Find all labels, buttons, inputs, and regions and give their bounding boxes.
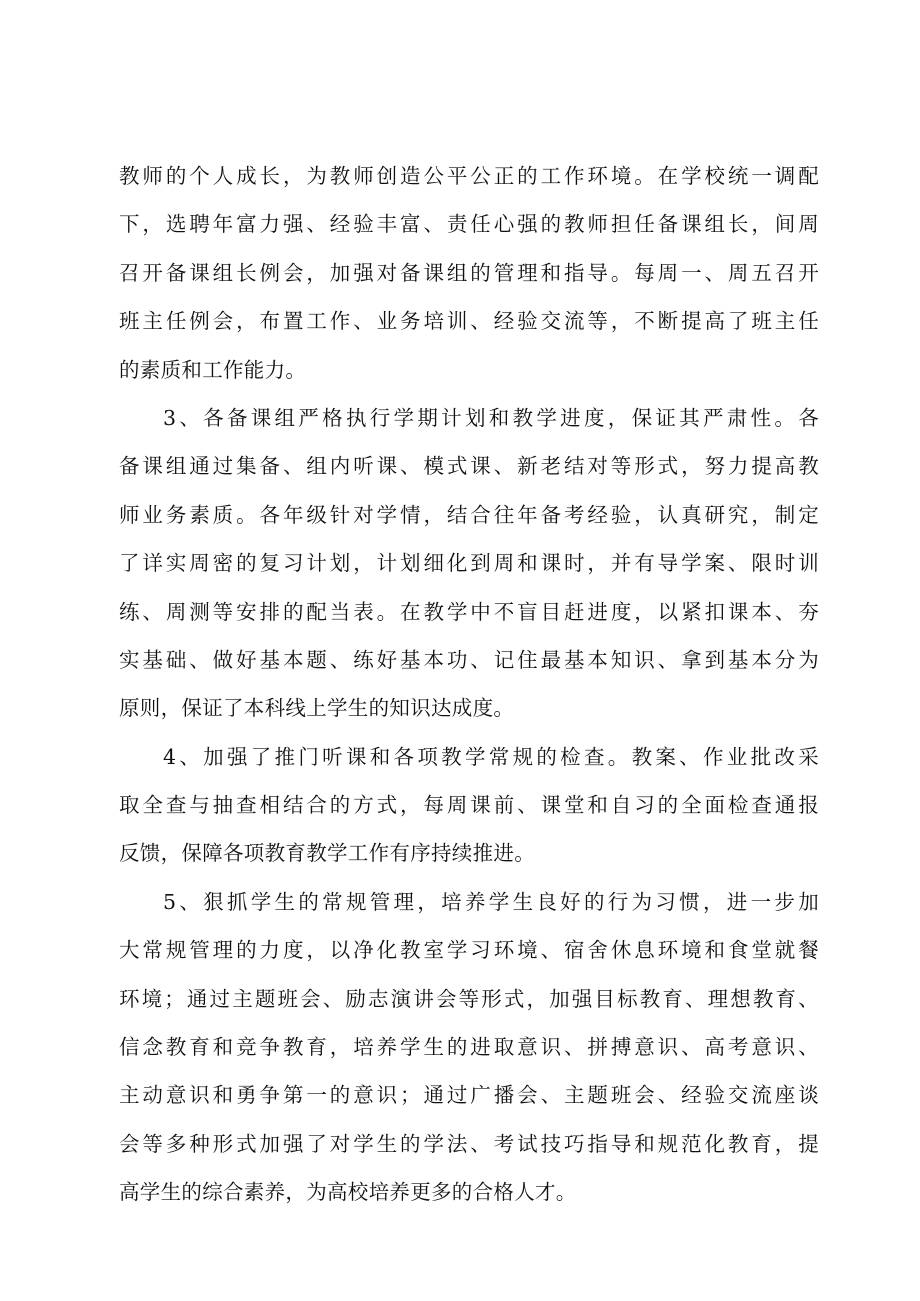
text-line: 备课组通过集备、组内听课、模式课、新老结对等形式，努力提高教 [119, 454, 819, 479]
text-line: 主动意识和勇争第一的意识；通过广播会、主题班会、经验交流座谈 [119, 1083, 819, 1108]
text-line: 取全查与抽查相结合的方式，每周课前、课堂和自习的全面检查通报 [119, 793, 819, 818]
text-line: 原则，保证了本科线上学生的知识达成度。 [119, 696, 515, 721]
text-line: 大常规管理的力度，以净化教室学习环境、宿舍休息环境和食堂就餐 [119, 938, 819, 963]
paragraph-5-first-line: 5、狠抓学生的常规管理，培养学生良好的行为习惯，进一步加 [163, 889, 819, 914]
text-line: 会等多种形式加强了对学生的学法、考试技巧指导和规范化教育，提 [119, 1131, 819, 1156]
text-line: 班主任例会，布置工作、业务培训、经验交流等，不断提高了班主任 [119, 309, 819, 334]
text-line: 教师的个人成长，为教师创造公平公正的工作环境。在学校统一调配 [119, 164, 819, 188]
text-line: 了详实周密的复习计划，计划细化到周和课时，并有导学案、限时训 [119, 551, 819, 576]
text-line: 环境；通过主题班会、励志演讲会等形式，加强目标教育、理想教育、 [119, 986, 819, 1011]
text-line: 信念教育和竞争教育，培养学生的进取意识、拼搏意识、高考意识、 [119, 1035, 819, 1060]
text-line: 召开备课组长例会，加强对备课组的管理和指导。每周一、周五召开 [119, 260, 819, 285]
paragraph-3-first-line: 3、各备课组严格执行学期计划和教学进度，保证其严肃性。各 [163, 405, 819, 430]
document-body [119, 152, 819, 1217]
text-line: 反馈，保障各项教育教学工作有序持续推进。 [119, 841, 535, 866]
text-line: 实基础、做好基本题、练好基本功、记住最基本知识、拿到基本分为 [119, 647, 819, 672]
text-line: 练、周测等安排的配当表。在教学中不盲目赶进度，以紧扣课本、夯 [119, 599, 819, 624]
text-line: 师业务素质。各年级针对学情，结合往年备考经验，认真研究，制定 [119, 502, 819, 527]
text-line: 的素质和工作能力。 [119, 357, 307, 382]
text-line: 下，选聘年富力强、经验丰富、责任心强的教师担任备课组长，间周 [119, 212, 819, 237]
paragraph-4-first-line: 4、加强了推门听课和各项教学常规的检查。教案、作业批改采 [163, 744, 819, 769]
text-line: 高学生的综合素养，为高校培养更多的合格人才。 [119, 1180, 577, 1205]
